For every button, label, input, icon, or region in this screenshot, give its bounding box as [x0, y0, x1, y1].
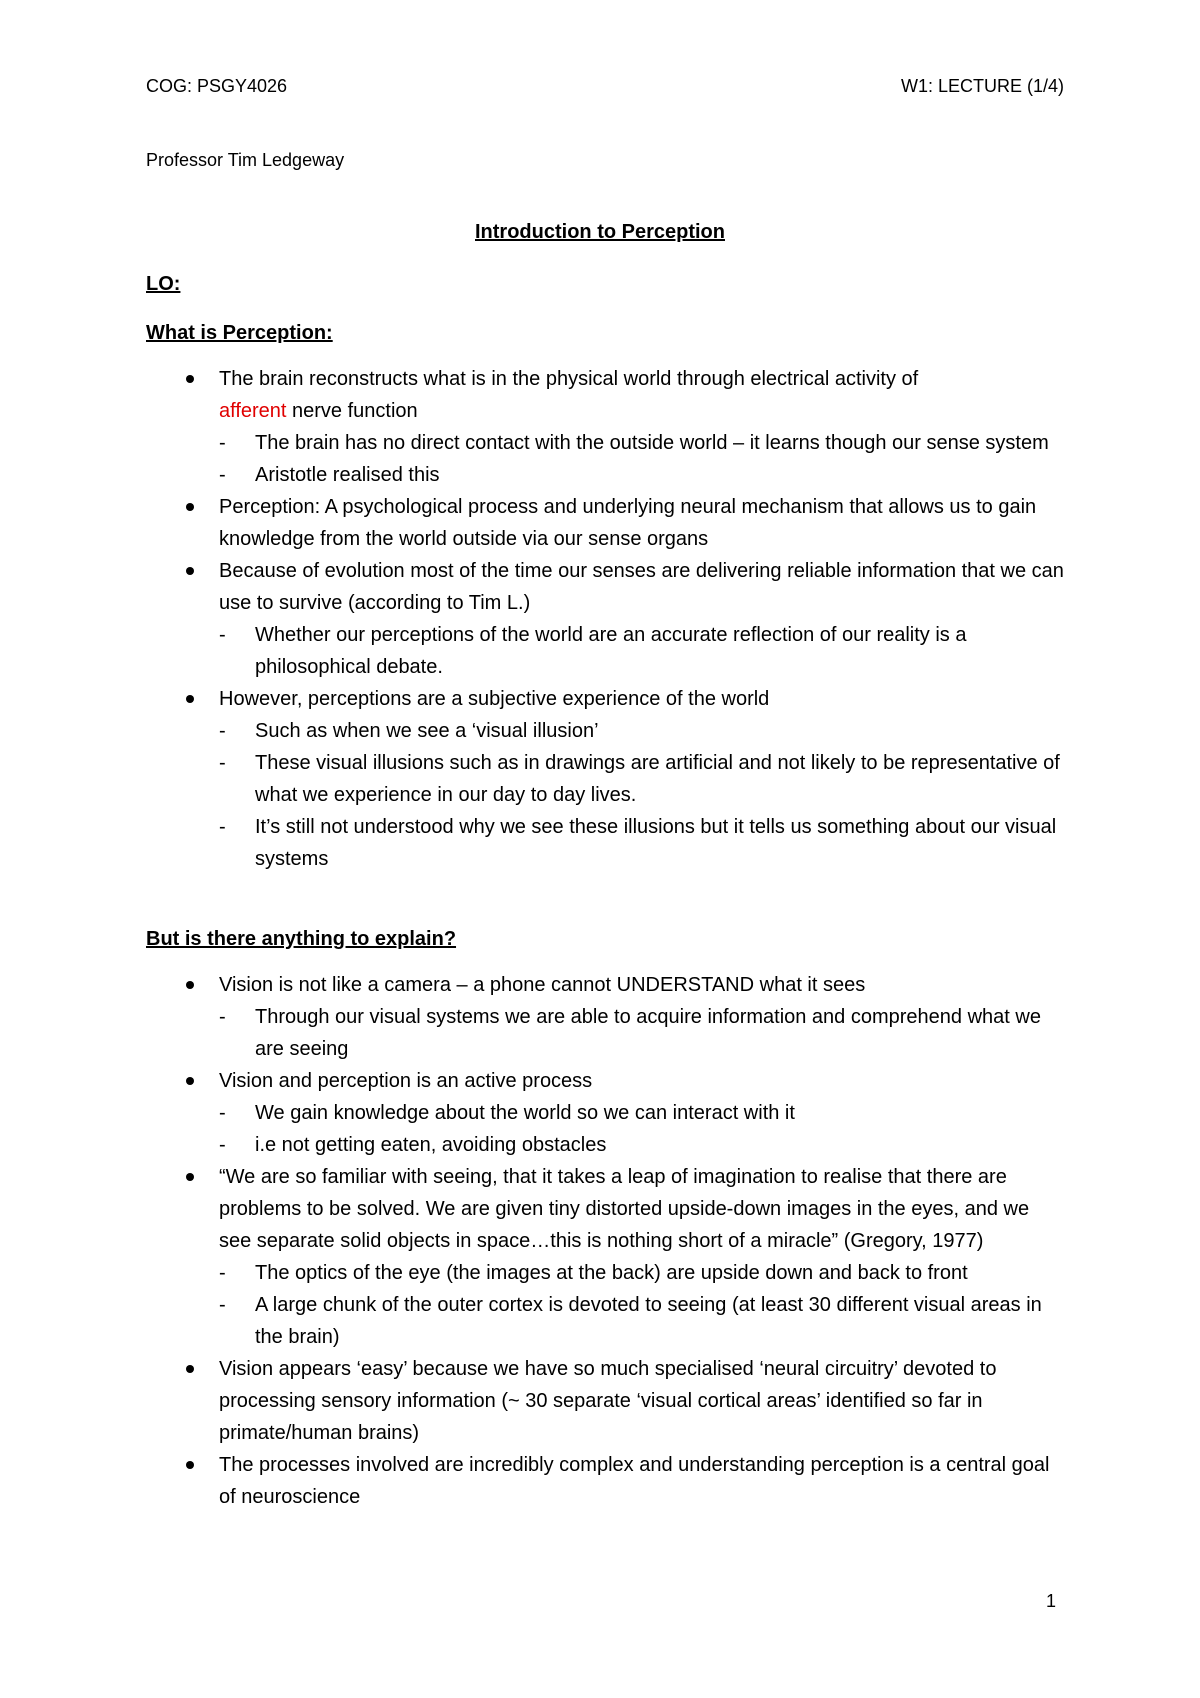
dash-marker: - [219, 1134, 226, 1156]
sub-list [219, 427, 1066, 491]
sub-list [219, 1001, 1066, 1065]
dash-marker: - [219, 464, 226, 486]
course-code: COG: PSGY4026 [146, 76, 288, 96]
sub-list [219, 619, 1066, 683]
bullet-text: Vision appears ‘easy’ because we have so much specialised ‘neural circuitry’ devoted to processing sensory information (~ 30 separate ‘visual cortical areas’ identified so far in primate/human brains) [219, 1358, 997, 1444]
dash-marker: - [219, 1294, 226, 1316]
bullet-text: Vision is not like a camera – a phone cannot UNDERSTAND what it sees [219, 974, 866, 996]
sub-item-text: Aristotle realised this [255, 464, 440, 486]
sub-item-text: It’s still not understood why we see these illusions but it tells us something about our visual systems [255, 816, 1057, 870]
bullet-icon [186, 695, 194, 703]
bullet-item [146, 1449, 1066, 1513]
bullet-icon [186, 1461, 194, 1469]
bullet-text: “We are so familiar with seeing, that it takes a leap of imagination to realise that there are problems to be solved. We are given tiny distorted upside-down images in the eyes, and we see separate solid objects in space…this is nothing short of a miracle” (Gregory, 1977) [219, 1166, 1030, 1252]
sub-list [219, 1257, 1066, 1353]
sub-item-text: A large chunk of the outer cortex is devoted to seeing (at least 30 different visual areas in the brain) [255, 1294, 1042, 1348]
bullet-icon [186, 1173, 194, 1181]
section-what-is-perception [146, 319, 1066, 875]
dash-marker: - [219, 1262, 226, 1284]
sub-item-text: We gain knowledge about the world so we can interact with it [255, 1102, 795, 1124]
bullet-item [146, 1353, 1066, 1449]
sub-item [219, 1289, 1066, 1353]
sub-item [219, 619, 1066, 683]
bullet-text: The processes involved are incredibly complex and understanding perception is a central goal of neuroscience [219, 1454, 1050, 1508]
bullet-text: The brain reconstructs what is in the physical world through electrical activity of [219, 368, 919, 390]
bullet-text: Perception: A psychological process and underlying neural mechanism that allows us to gain knowledge from the world outside via our sense organs [219, 496, 1037, 550]
bullet-text: Vision and perception is an active process [219, 1070, 593, 1092]
dash-marker: - [219, 1102, 226, 1124]
section-anything-to-explain [146, 925, 1066, 1513]
bullet-list [146, 969, 1066, 1513]
dash-marker: - [219, 624, 226, 646]
sub-item [219, 747, 1066, 811]
bullet-item [146, 363, 1066, 491]
sub-item [219, 715, 1066, 747]
sub-item-text: Such as when we see a ‘visual illusion’ [255, 720, 599, 742]
sub-item-text: Whether our perceptions of the world are an accurate reflection of our reality is a philosophical debate. [255, 624, 967, 678]
sub-item-text: Through our visual systems we are able to acquire information and comprehend what we are seeing [255, 1006, 1041, 1060]
bullet-icon [186, 981, 194, 989]
document-title: Introduction to Perception [475, 221, 725, 243]
sub-list [219, 1097, 1066, 1161]
sub-item-text: i.e not getting eaten, avoiding obstacles [255, 1134, 607, 1156]
bullet-item [146, 1065, 1066, 1161]
sub-item [219, 1097, 1066, 1129]
highlighted-term: afferent [219, 400, 287, 422]
bullet-item [146, 683, 1066, 875]
bullet-item [146, 969, 1066, 1065]
lecture-label: W1: LECTURE (1/4) [900, 76, 1064, 96]
bullet-item [146, 555, 1066, 683]
page-number: 1 [1046, 1591, 1057, 1611]
sub-item-text: These visual illusions such as in drawings are artificial and not likely to be representative of what we experience in our day to day lives. [255, 752, 1060, 806]
sub-item [219, 1129, 1066, 1161]
dash-marker: - [219, 752, 226, 774]
bullet-icon [186, 1077, 194, 1085]
bullet-text: Because of evolution most of the time our senses are delivering reliable information that we can use to survive (according to Tim L.) [219, 560, 1064, 614]
dash-marker: - [219, 720, 226, 742]
sub-item-text: The brain has no direct contact with the outside world – it learns though our sense system [255, 432, 1049, 454]
bullet-icon [186, 567, 194, 575]
sub-item [219, 427, 1066, 459]
bullet-icon [186, 503, 194, 511]
section-heading: What is Perception: [146, 322, 333, 344]
section-heading: But is there anything to explain? [146, 928, 457, 950]
dash-marker: - [219, 1006, 226, 1028]
sub-item [219, 459, 1066, 491]
author-name: Professor Tim Ledgeway [146, 150, 345, 170]
bullet-item [146, 491, 1066, 555]
dash-marker: - [219, 816, 226, 838]
bullet-icon [186, 375, 194, 383]
sub-list [219, 715, 1066, 875]
sub-item [219, 811, 1066, 875]
bullet-list [146, 363, 1066, 875]
bullet-icon [186, 1365, 194, 1373]
dash-marker: - [219, 432, 226, 454]
bullet-text: nerve function [286, 400, 418, 422]
bullet-text: However, perceptions are a subjective experience of the world [219, 688, 770, 710]
bullet-item [146, 1161, 1066, 1353]
sub-item [219, 1257, 1066, 1289]
sub-item [219, 1001, 1066, 1065]
sub-item-text: The optics of the eye (the images at the back) are upside down and back to front [255, 1262, 968, 1284]
running-header [146, 76, 1064, 97]
lo-label: LO: [146, 273, 181, 295]
